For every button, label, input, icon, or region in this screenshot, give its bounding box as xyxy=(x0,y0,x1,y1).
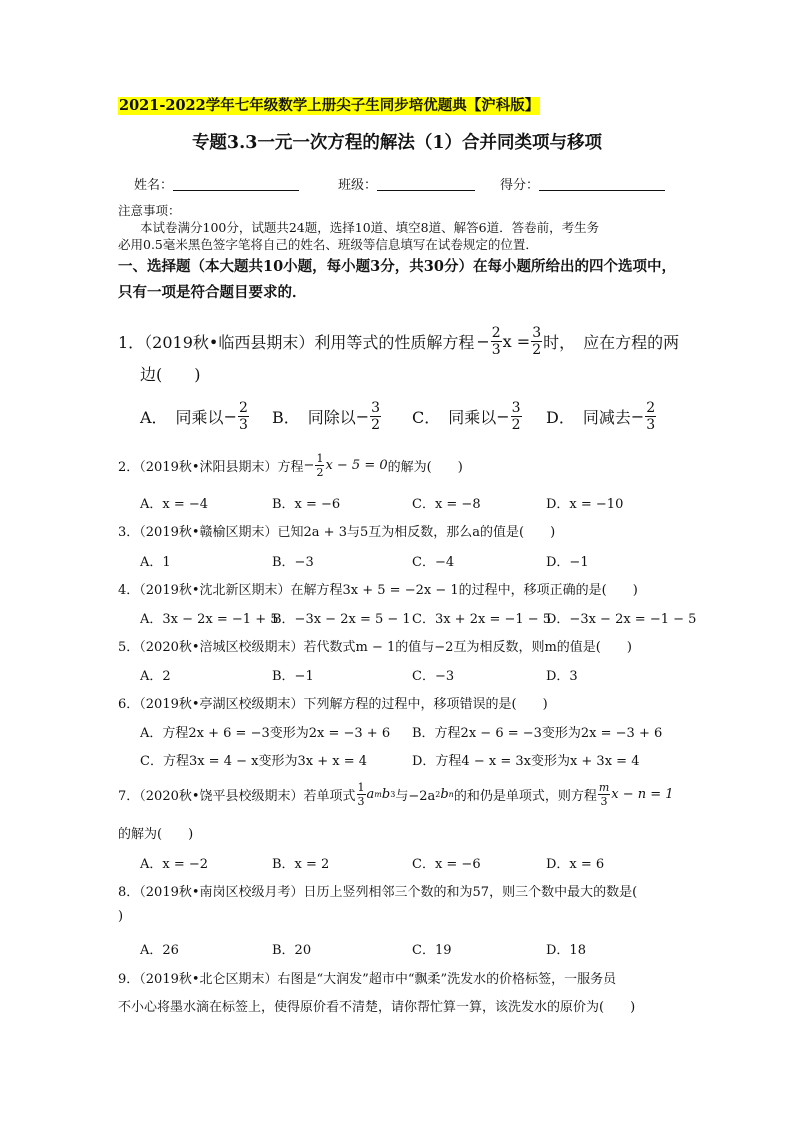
q3-option-a[interactable]: A．1 xyxy=(140,555,171,570)
q8-option-a[interactable]: A．26 xyxy=(140,943,179,958)
q2-fraction: $\frac{1}{2}$ xyxy=(316,451,324,479)
q1-option-b[interactable]: B． 同除以 − $\frac{3}{2}$ xyxy=(272,399,381,433)
q7-option-a[interactable]: A．x = −2 xyxy=(140,857,209,872)
q1-fraction-2: $\frac{3}{2}$ xyxy=(532,324,542,358)
q9-line2: 不小心将墨水滴在标签上，使得原价看不清楚，请你帮忙算一算，该洗发水的原价为( ) xyxy=(118,1000,636,1015)
q5-option-b[interactable]: B．−1 xyxy=(272,669,314,684)
notes-heading: 注意事项： xyxy=(118,203,181,218)
q6-option-a[interactable]: A．方程2x + 6 = −3变形为2x = −3 + 6 xyxy=(140,726,391,741)
notes-line2: 必用0.5毫米黑色签字笔将自己的姓名、班级等信息填写在试卷规定的位置． xyxy=(118,237,538,252)
q2-option-c[interactable]: C．x = −8 xyxy=(412,497,481,512)
question-2: 2．（2019秋•沭阳县期末）方程 − $\frac{1}{2}$ x − 5 = 0 的解为( ) xyxy=(118,451,463,479)
section-heading-line1: 一、选择题（本大题共10小题，每小题3分，共30分）在每小题所给出的四个选项中， xyxy=(118,258,676,275)
question-4: 4．（2019秋•沈北新区期末）在解方程3x + 5 = −2x − 1的过程中，移项正确的是( ) xyxy=(118,583,638,598)
q7-fraction-2: $\frac{m}{3}$ xyxy=(598,780,610,808)
q1-pre: 1．（2019秋•临西县期末）利用等式的性质解方程 xyxy=(118,332,475,352)
question-9: 9．（2019秋•北仑区期末）右图是“大润发”超市中“飘柔”洗发水的价格标签，一服务员 xyxy=(118,972,617,987)
q2-option-a[interactable]: A．x = −4 xyxy=(140,497,209,512)
class-field[interactable] xyxy=(338,174,475,193)
q5-option-a[interactable]: A．2 xyxy=(140,669,171,684)
q6-option-b[interactable]: B．方程2x − 6 = −3变形为2x = −3 + 6 xyxy=(412,726,663,741)
q7-fraction-1: $\frac{1}{3}$ xyxy=(357,780,365,808)
class-line xyxy=(377,176,475,191)
q1-mid: x = xyxy=(502,331,531,351)
name-field[interactable] xyxy=(134,174,299,193)
q1-post: 时， 应在方程的两 xyxy=(543,332,680,352)
q6-option-c[interactable]: C．方程3x = 4 − x变形为3x + x = 4 xyxy=(140,754,367,769)
q2-option-b[interactable]: B．x = −6 xyxy=(272,497,341,512)
page-title: 专题3.3一元一次方程的解法（1）合并同类项与移项 xyxy=(191,133,603,153)
question-3: 3．（2019秋•赣榆区期末）已知2a + 3与5互为相反数，那么a的值是( ) xyxy=(118,525,556,540)
header-banner: 2021-2022学年七年级数学上册尖子生同步培优题典【沪科版】 xyxy=(119,97,540,114)
q4-option-b[interactable]: B．−3x − 2x = 5 − 1 xyxy=(272,612,411,627)
q7-option-c[interactable]: C．x = −6 xyxy=(412,857,481,872)
q5-option-c[interactable]: C．−3 xyxy=(412,669,455,684)
class-label: 班级： xyxy=(338,178,378,193)
q8-line2: ) xyxy=(118,909,124,924)
q1-option-a[interactable]: A． 同乘以 − $\frac{2}{3}$ xyxy=(140,399,248,433)
q5-option-d[interactable]: D．3 xyxy=(546,669,578,684)
q7-option-b[interactable]: B．x = 2 xyxy=(272,857,330,872)
q8-option-d[interactable]: D．18 xyxy=(546,943,586,958)
q4-option-c[interactable]: C．3x + 2x = −1 − 5 xyxy=(412,612,552,627)
question-6: 6．（2019秋•亭湖区校级期末）下列解方程的过程中，移项错误的是( ) xyxy=(118,697,548,712)
score-field[interactable] xyxy=(500,174,665,193)
q8-option-c[interactable]: C．19 xyxy=(412,943,452,958)
name-label: 姓名： xyxy=(134,178,174,193)
q4-option-a[interactable]: A．3x − 2x = −1 + 5 xyxy=(140,612,279,627)
question-5: 5．（2020秋•涪城区校级期末）若代数式m − 1的值与−2互为相反数，则m的值是( ) xyxy=(118,640,632,655)
section-heading-line2: 只有一项是符合题目要求的． xyxy=(118,284,307,301)
name-line xyxy=(173,176,299,191)
q1-line2: 边( ) xyxy=(140,365,201,384)
score-label: 得分： xyxy=(500,178,540,193)
q4-option-d[interactable]: D．−3x − 2x = −1 − 5 xyxy=(546,612,697,627)
q2-option-d[interactable]: D．x = −10 xyxy=(546,497,624,512)
q3-option-d[interactable]: D．−1 xyxy=(546,555,589,570)
q7-option-d[interactable]: D．x = 6 xyxy=(546,857,605,872)
q7-line2: 的解为( ) xyxy=(118,827,194,842)
score-line xyxy=(539,176,665,191)
question-7: 7．（2020秋•饶平县校级期末）若单项式 $\frac{1}{3}$ a m b 3 与−2a 2 b n 的和仍是单项式，则方程 $\frac{m}{3}$ x − n = 1 xyxy=(118,780,674,808)
q1-option-c[interactable]: C． 同乘以 − $\frac{3}{2}$ xyxy=(412,399,521,433)
q3-option-b[interactable]: B．−3 xyxy=(272,555,314,570)
question-8: 8．（2019秋•南岗区校级月考）日历上竖列相邻三个数的和为57，则三个数中最大的数是( xyxy=(118,885,638,900)
q1-option-d[interactable]: D． 同减去 − $\frac{2}{3}$ xyxy=(546,399,656,433)
q8-option-b[interactable]: B．20 xyxy=(272,943,312,958)
notes-line1: 本试卷满分100分，试题共24题，选择10道、填空8道、解答6道．答卷前，考生务 xyxy=(140,220,600,235)
q6-option-d[interactable]: D．方程4 − x = 3x变形为x + 3x = 4 xyxy=(412,754,640,769)
q3-option-c[interactable]: C．−4 xyxy=(412,555,455,570)
question-1: 1．（2019秋•临西县期末）利用等式的性质解方程 − $\frac{2}{3}$ x = $\frac{3}{2}$ 时， 应在方程的两 xyxy=(118,324,680,358)
q1-fraction-1: $\frac{2}{3}$ xyxy=(491,324,501,358)
